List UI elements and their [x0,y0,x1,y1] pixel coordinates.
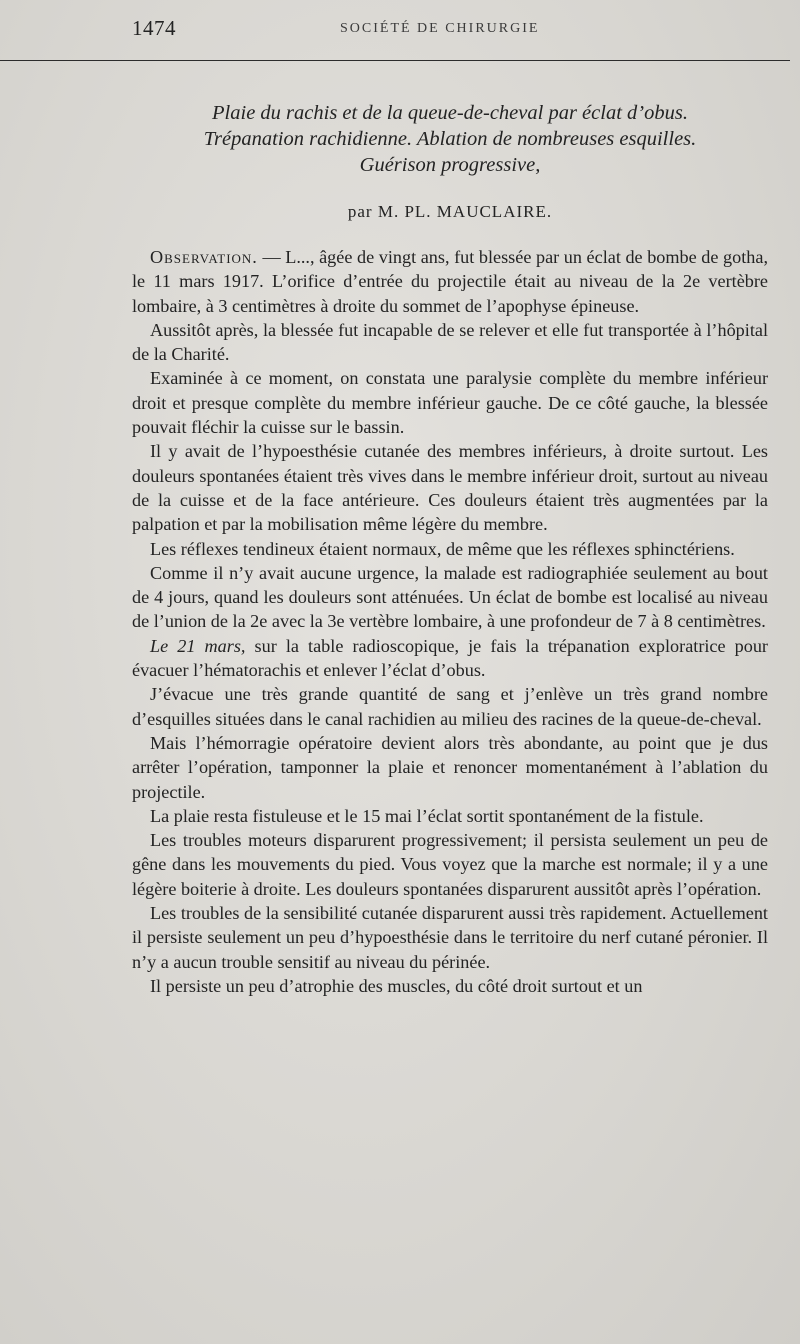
paragraph-text: sur la table radioscopique, je fais la trépanation exploratrice pour évacuer l’hématorachis et enlever l’éclat d’obus. [132,635,768,681]
paragraph: Examinée à ce moment, on constata une paralysie complète du membre inférieur droit et presque complète du membre inférieur gauche. De ce côté gauche, la blessée pouvait fléchir la cuisse sur le bassin. [132,368,768,438]
paragraph: Comme il n’y avait aucune urgence, la malade est radiographiée seulement au bout de 4 jours, quand les douleurs sont atténuées. Un éclat de bombe est localisé au niveau de l’union de la 2e avec la 3e vertèbre lombaire, à une profondeur de 7 à 8 centimètres. [132,562,768,632]
title-line: Plaie du rachis et de la queue-de-cheval par éclat d’obus. [212,102,688,124]
title-line: Trépanation rachidienne. Ablation de nombreuses esquilles. [203,128,697,150]
paragraph [132,245,768,318]
paragraph [132,634,768,683]
paragraph: La plaie resta fistuleuse et le 15 mai l’éclat sortit spontanément de la fistule. [150,805,704,826]
article-body [132,245,768,998]
page-number: 1474 [132,16,176,40]
paragraph: Il y avait de l’hypoesthésie cutanée des membres inférieurs, à droite surtout. Les douleurs spontanées étaient très vives dans le membre inférieur droit, surtout au niveau de la cuisse et de la face antérieure. Ces douleurs étaient très augmentées par la palpation et par la mobilisation même légère du membre. [132,441,768,535]
paragraph: Mais l’hémorragie opératoire devient alors très abondante, au point que je dus arrêter l’opération, tamponner la plaie et renoncer momentanément à l’ablation du projectile. [132,732,768,802]
observation-label: Observation. [150,247,258,267]
paragraph-text: — L..., âgée de vingt ans, fut blessée par un éclat de bombe de gotha, le 11 mars 1917. L’orifice d’entrée du projectile était au niveau de la 2e vertèbre lombaire, à 3 centimètres à droite du sommet de l’apophyse épineuse. [132,247,768,316]
running-title: SOCIÉTÉ DE CHIRURGIE [340,21,540,36]
paragraph: Aussitôt après, la blessée fut incapable de se relever et elle fut transportée à l’hôpital de la Charité. [132,319,768,365]
paragraph: J’évacue une très grande quantité de sang et j’enlève un très grand nombre d’esquilles situées dans le canal rachidien au milieu des racines de la queue-de-cheval. [132,684,768,729]
article-title [132,100,768,178]
paragraph: Les réflexes tendineux étaient normaux, de même que les réflexes sphinctériens. [150,538,735,559]
header-rule [0,60,790,61]
running-header [132,14,768,44]
paragraph: Il persiste un peu d’atrophie des muscles, du côté droit surtout et un [150,975,643,996]
paragraph: Les troubles moteurs disparurent progressivement; il persista seulement un peu de gêne dans les mouvements du pied. Vous voyez que la marche est normale; il y a une légère boiterie à droite. Les douleurs spontanées disparurent aussitôt après l’opération. [132,830,768,899]
title-line: Guérison progressive, [359,154,541,176]
paragraph: Les troubles de la sensibilité cutanée disparurent aussi très rapidement. Actuellement il persiste seulement un peu d’hypoesthésie dans le territoire du nerf cutané péronier. Il n’y a aucun trouble sensitif au niveau du périnée. [132,903,768,972]
byline: par M. PL. MAUCLAIRE. [347,202,553,221]
date-label: Le 21 mars, [150,635,246,656]
